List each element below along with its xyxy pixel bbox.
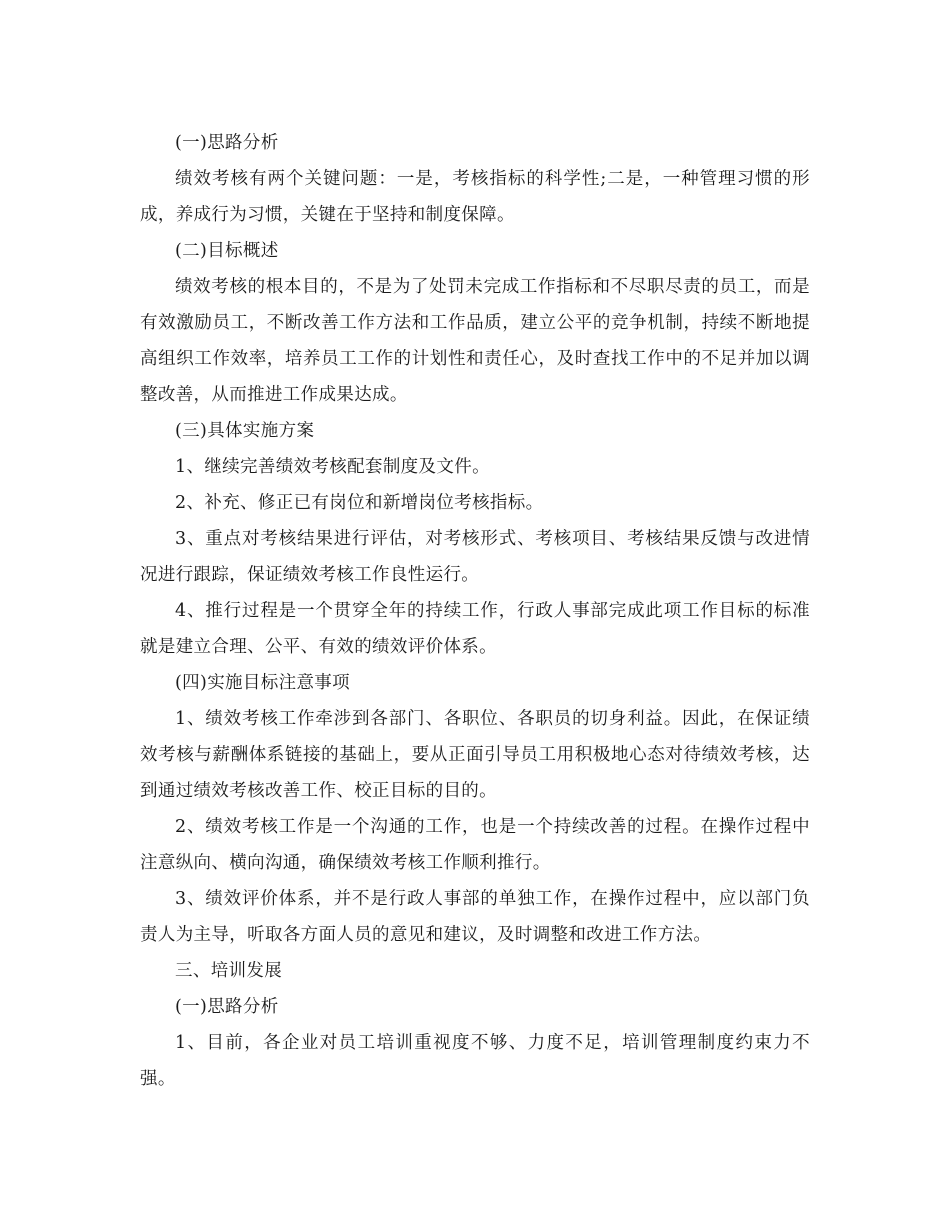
heading-implementation-plan: (三)具体实施方案 xyxy=(175,421,315,441)
paragraph-key-issues: 绩效考核有两个关键问题：一是，考核指标的科学性;二是，一种管理习惯的形成，养成行为习惯，关键在于坚持和制度保障。 xyxy=(140,169,810,225)
heading-notes: (四)实施目标注意事项 xyxy=(175,673,351,693)
list-item-training-1: 1、目前，各企业对员工培训重视度不够、力度不足，培训管理制度约束力不强。 xyxy=(140,1033,810,1089)
heading-goal-overview: (二)目标概述 xyxy=(175,241,279,261)
paragraph-fundamental-purpose: 绩效考核的根本目的，不是为了处罚未完成工作指标和不尽职尽责的员工，而是有效激励员工，不断改善工作方法和工作品质，建立公平的竞争机制，持续不断地提高组织工作效率，培养员工工作的计划性和责任心，及时查找工作中的不足并加以调整改善，从而推进工作成果达成。 xyxy=(140,277,810,405)
section-heading-training: 三、培训发展 xyxy=(175,961,283,981)
list-item-plan-3: 3、重点对考核结果进行评估，对考核形式、考核项目、考核结果反馈与改进情况进行跟踪，保证绩效考核工作良性运行。 xyxy=(140,529,810,585)
document-body xyxy=(140,125,810,1097)
heading-approach-analysis: (一)思路分析 xyxy=(175,133,279,153)
list-item-note-1: 1、绩效考核工作牵涉到各部门、各职位、各职员的切身利益。因此，在保证绩效考核与薪酬体系链接的基础上，要从正面引导员工用积极地心态对待绩效考核，达到通过绩效考核改善工作、校正目标的目的。 xyxy=(140,709,810,801)
list-item-note-2: 2、绩效考核工作是一个沟通的工作，也是一个持续改善的过程。在操作过程中注意纵向、横向沟通，确保绩效考核工作顺利推行。 xyxy=(140,817,810,873)
list-item-plan-2: 2、补充、修正已有岗位和新增岗位考核指标。 xyxy=(175,493,544,513)
list-item-plan-1: 1、继续完善绩效考核配套制度及文件。 xyxy=(175,457,490,477)
heading-training-approach: (一)思路分析 xyxy=(175,997,279,1017)
list-item-note-3: 3、绩效评价体系，并不是行政人事部的单独工作，在操作过程中，应以部门负责人为主导，听取各方面人员的意见和建议，及时调整和改进工作方法。 xyxy=(140,889,810,945)
list-item-plan-4: 4、推行过程是一个贯穿全年的持续工作，行政人事部完成此项工作目标的标准就是建立合理、公平、有效的绩效评价体系。 xyxy=(140,601,810,657)
